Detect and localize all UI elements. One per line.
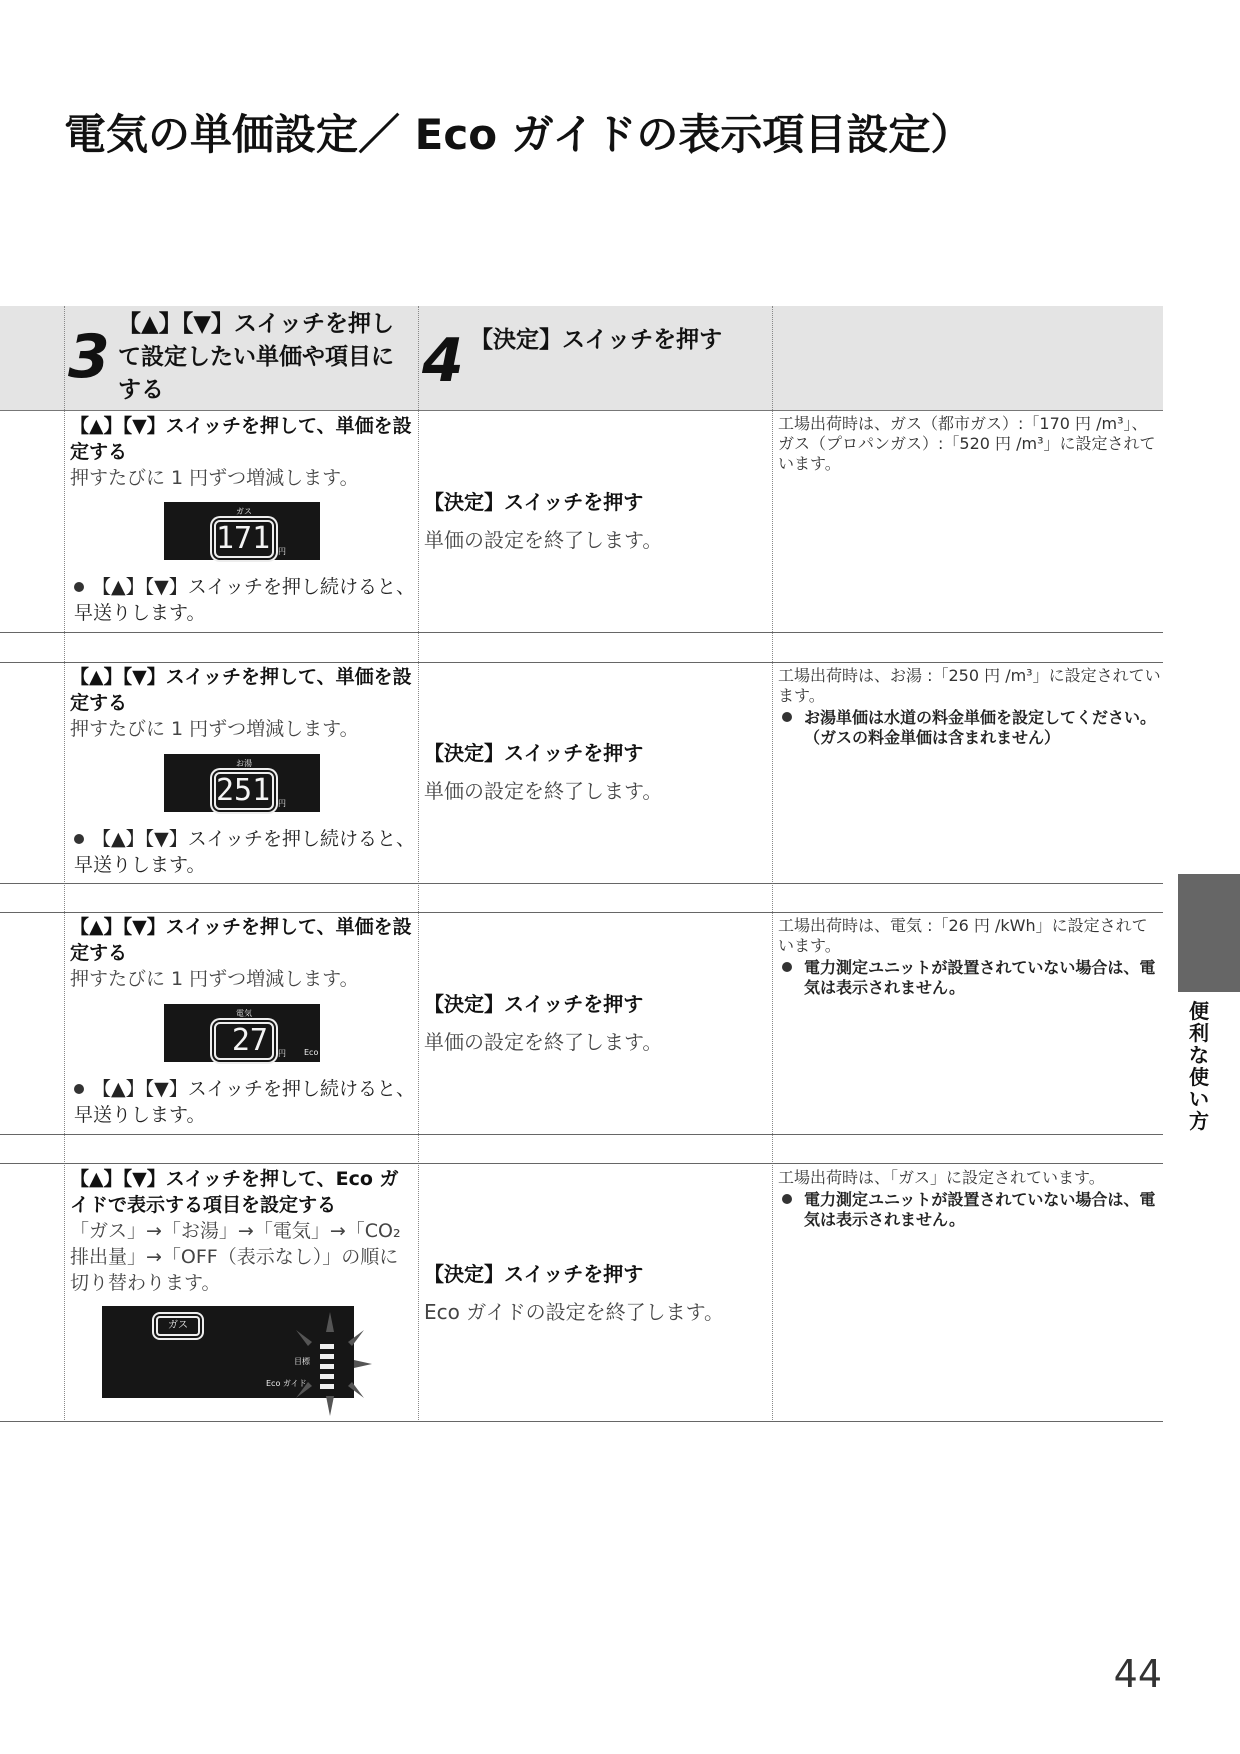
row-1-bullet [74,574,416,626]
lcd-value: 27 [214,1022,274,1060]
bullet-icon [74,582,84,592]
row-4-instruction [70,1166,416,1296]
row-divider [0,662,1163,663]
confirm-title: 【決定】スイッチを押す [424,490,644,514]
row-2-note [778,666,1162,748]
instruction-title: 【▲】【▼】スイッチを押して、単価を設定する [70,666,412,714]
row-divider [0,1421,1163,1422]
bullet-text: 【▲】【▼】スイッチを押し続けると、早送りします。 [74,1078,415,1126]
row-divider [0,883,1163,884]
row-2-confirm [424,739,764,805]
lcd-value: 171 [214,520,274,558]
instruction-text: 押すたびに 1 円ずつ増減します。 [70,718,359,740]
row-divider [0,632,1163,633]
row-4-note [778,1168,1162,1230]
lcd-display [164,502,320,560]
instruction-text: 「ガス」→「お湯」→「電気」→「CO₂ 排出量」→「OFF（表示なし）」の順に切り替わります。 [70,1220,401,1294]
bullet-text: 【▲】【▼】スイッチを押し続けると、早送りします。 [74,828,415,876]
row-2-bullet [74,826,416,878]
row-3-instruction [70,914,416,992]
row-divider [0,1134,1163,1135]
row-2-instruction [70,664,416,742]
row-divider [0,1163,1163,1164]
row-3-bullet [74,1076,416,1128]
confirm-text: 単価の設定を終了します。 [424,1030,663,1054]
row-1-confirm [424,488,764,554]
confirm-title: 【決定】スイッチを押す [424,1262,644,1286]
confirm-text: Eco ガイドの設定を終了します。 [424,1300,725,1324]
note-bullet-text: お湯単価は水道の料金単価を設定してください。（ガスの料金単価は含まれません） [804,708,1157,747]
row-3-note [778,916,1162,998]
lcd-display [164,1004,320,1062]
lcd-eco-label: Eco [304,1048,319,1057]
confirm-title: 【決定】スイッチを押す [424,741,644,765]
lcd-label: ガス [236,507,252,516]
bullet-icon [782,962,792,972]
note-bullet [778,708,1162,748]
page-title: 電気の単価設定／ Eco ガイドの表示項目設定） [64,110,973,159]
chapter-label: 便利な使い方 [1189,999,1209,1133]
step-3-number: 3 [68,322,110,392]
note-bullet-text: 電力測定ユニットが設置されていない場合は、電気は表示されません。 [804,958,1156,997]
row-1-note: 工場出荷時は、ガス（都市ガス）:「170 円 /m³」、ガス（プロパンガス）:「520 円 /m³」に設定されています。 [778,414,1156,473]
lcd-label: 電気 [236,1009,252,1018]
lcd-item-label: ガス [156,1316,200,1336]
lcd-value: 251 [214,772,274,810]
column-divider [64,306,65,1422]
column-divider [772,306,773,1422]
page-number: 44 [1113,1652,1162,1696]
note-bullet [778,1190,1162,1230]
lcd-goal-label: 目標 [294,1357,310,1366]
instruction-title: 【▲】【▼】スイッチを押して、単価を設定する [70,916,412,964]
bullet-icon [782,712,792,722]
lcd-label: お湯 [236,759,252,768]
bullet-icon [74,1084,84,1094]
lcd-unit: 円 [278,547,286,556]
chapter-tab [1178,874,1240,992]
lcd-unit: 円 [278,1049,286,1058]
step-4-number: 4 [422,326,464,396]
lcd-eco-guide-label: Eco ガイド [266,1379,307,1388]
lcd-unit: 円 [278,799,286,808]
row-1-instruction [70,413,416,491]
lcd-display [164,754,320,812]
instruction-title: 【▲】【▼】スイッチを押して、Eco ガイドで表示する項目を設定する [70,1168,399,1216]
note-bullet [778,958,1162,998]
note-text: 工場出荷時は、「ガス」に設定されています。 [778,1168,1105,1187]
step-3-text: 【▲】【▼】スイッチを押して設定したい単価や項目にする [118,311,394,403]
instruction-title: 【▲】【▼】スイッチを押して、単価を設定する [70,415,412,463]
confirm-text: 単価の設定を終了します。 [424,528,663,552]
confirm-text: 単価の設定を終了します。 [424,779,663,803]
row-3-confirm [424,990,764,1056]
bullet-text: 【▲】【▼】スイッチを押し続けると、早送りします。 [74,576,415,624]
note-bullet-text: 電力測定ユニットが設置されていない場合は、電気は表示されません。 [804,1190,1156,1229]
column-divider [418,306,419,1422]
bullet-icon [74,834,84,844]
confirm-title: 【決定】スイッチを押す [424,992,644,1016]
row-4-confirm [424,1260,764,1326]
row-divider [0,912,1163,913]
instruction-text: 押すたびに 1 円ずつ増減します。 [70,968,359,990]
note-text: 工場出荷時は、お湯 :「250 円 /m³」に設定されています。 [778,666,1161,705]
blink-rays-icon [290,1312,380,1416]
step-4-text: 【決定】スイッチを押す [470,327,723,353]
instruction-text: 押すたびに 1 円ずつ増減します。 [70,467,359,489]
note-text: 工場出荷時は、電気 :「26 円 /kWh」に設定されています。 [778,916,1148,955]
bullet-icon [782,1194,792,1204]
